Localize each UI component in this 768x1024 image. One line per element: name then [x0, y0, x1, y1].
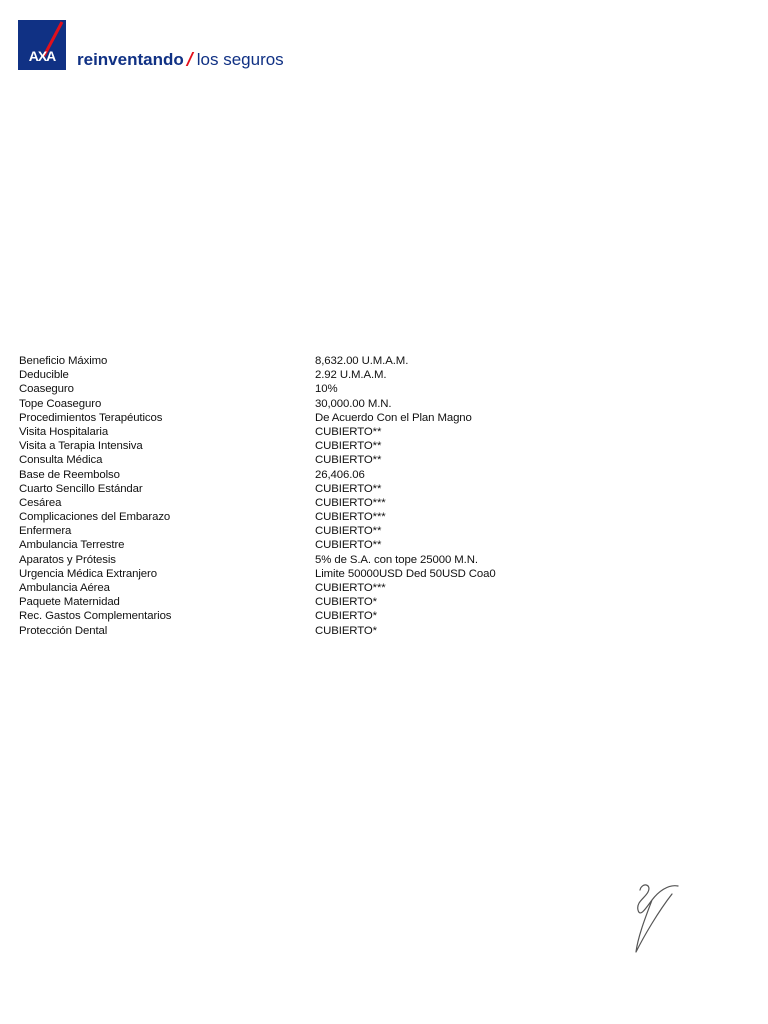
- benefit-value: Limite 50000USD Ded 50USD Coa0: [315, 567, 496, 580]
- benefit-row: [19, 482, 579, 496]
- axa-logo: [18, 20, 66, 70]
- benefit-row: [19, 624, 579, 638]
- slogan-slash: [185, 52, 194, 66]
- benefit-label: Cuarto Sencillo Estándar: [19, 482, 143, 495]
- slogan: [77, 50, 284, 70]
- benefit-value: CUBIERTO**: [315, 525, 382, 538]
- benefit-label: Coaseguro: [19, 383, 74, 396]
- benefit-label: Visita Hospitalaria: [19, 425, 109, 438]
- benefit-value: 10%: [315, 383, 338, 396]
- benefit-label: Enfermera: [19, 525, 72, 538]
- benefit-value: 30,000.00 M.N.: [315, 397, 392, 410]
- benefit-row: [19, 510, 579, 524]
- benefit-row: [19, 496, 579, 510]
- benefit-row: [19, 411, 579, 425]
- benefit-label: Deducible: [19, 369, 69, 382]
- benefit-value: CUBIERTO***: [315, 496, 386, 509]
- slogan-main: reinventando: [77, 50, 184, 69]
- benefit-row: [19, 439, 579, 453]
- benefit-label: Tope Coaseguro: [19, 397, 102, 410]
- benefits-table: [19, 354, 579, 638]
- benefit-label: Rec. Gastos Complementarios: [19, 610, 172, 623]
- benefit-label: Base de Reembolso: [19, 468, 120, 481]
- benefit-label: Aparatos y Prótesis: [19, 553, 116, 566]
- benefit-value: CUBIERTO*: [315, 610, 377, 623]
- benefit-label: Consulta Médica: [19, 454, 103, 467]
- benefit-label: Procedimientos Terapéuticos: [19, 411, 163, 424]
- benefit-row: [19, 425, 579, 439]
- benefit-row: [19, 553, 579, 567]
- benefit-row: [19, 524, 579, 538]
- benefit-row: [19, 581, 579, 595]
- benefit-value: CUBIERTO**: [315, 539, 382, 552]
- benefit-value: CUBIERTO**: [315, 482, 382, 495]
- handwritten-signature: [628, 880, 688, 956]
- benefit-row: [19, 538, 579, 552]
- benefit-label: Ambulancia Aérea: [19, 582, 110, 594]
- benefit-row: [19, 354, 579, 368]
- benefit-row: [19, 453, 579, 467]
- benefit-value: CUBIERTO**: [315, 440, 382, 453]
- benefit-value: CUBIERTO**: [315, 425, 382, 438]
- benefit-label: Ambulancia Terrestre: [19, 539, 125, 552]
- slogan-sub: los seguros: [196, 50, 284, 69]
- benefit-row: [19, 468, 579, 482]
- logo-text: AXA: [28, 48, 56, 64]
- benefit-value: CUBIERTO*: [315, 596, 377, 609]
- benefit-row: [19, 567, 579, 581]
- benefit-label: Protección Dental: [19, 624, 108, 637]
- benefit-label: Cesárea: [19, 496, 62, 509]
- benefit-label: Beneficio Máximo: [19, 355, 108, 367]
- benefit-row: [19, 609, 579, 623]
- benefit-label: Paquete Maternidad: [19, 596, 120, 609]
- benefit-label: Urgencia Médica Extranjero: [19, 567, 157, 580]
- benefit-value: CUBIERTO***: [315, 511, 386, 524]
- benefit-value: 26,406.06: [315, 468, 365, 481]
- benefit-value: 8,632.00 U.M.A.M.: [315, 355, 409, 367]
- benefit-value: 2.92 U.M.A.M.: [315, 369, 387, 382]
- benefit-value: CUBIERTO**: [315, 454, 382, 467]
- benefit-row: [19, 382, 579, 396]
- benefit-label: Complicaciones del Embarazo: [19, 511, 171, 524]
- benefit-value: De Acuerdo Con el Plan Magno: [315, 411, 472, 424]
- benefit-value: CUBIERTO*: [315, 624, 377, 637]
- benefit-label: Visita a Terapia Intensiva: [19, 440, 143, 453]
- benefit-row: [19, 368, 579, 382]
- benefit-row: [19, 397, 579, 411]
- benefit-value: 5% de S.A. con tope 25000 M.N.: [315, 553, 478, 566]
- benefit-value: CUBIERTO***: [315, 582, 386, 594]
- benefit-row: [19, 595, 579, 609]
